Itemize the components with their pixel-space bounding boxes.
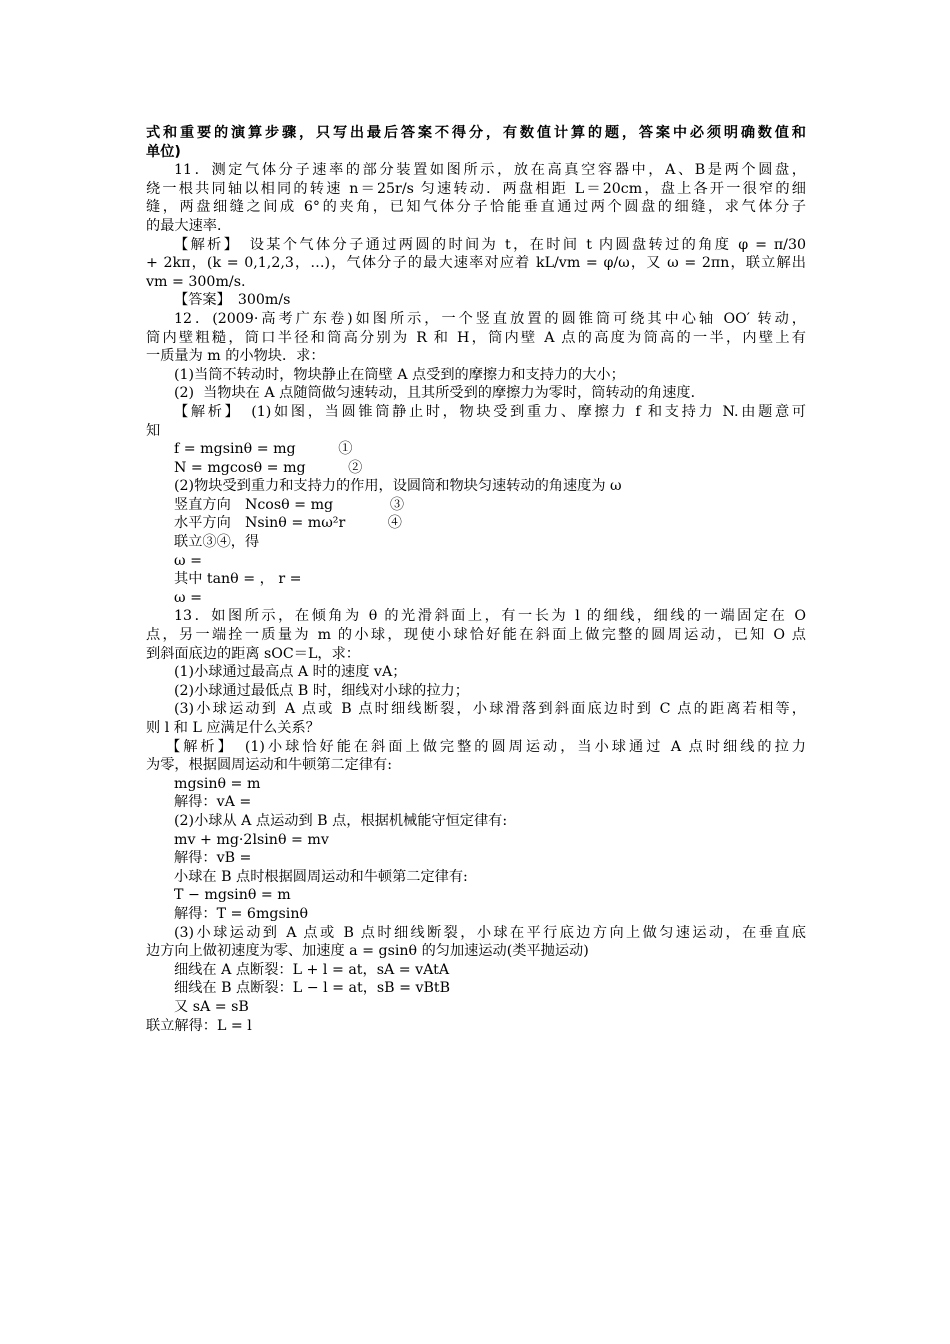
text-line: T − mgsinθ = m	[174, 887, 291, 904]
text-line: 【解析】 设某个气体分子通过两圆的时间为 t，在时间 t 内圆盘转过的角度 φ = π/30	[174, 236, 806, 253]
text-line: (3)小球运动到 A 点或 B 点时细线断裂，小球滑落到斜面底边时到 C 点的距离若相等，	[174, 701, 806, 718]
text-line: (1)当筒不转动时，物块静止在筒壁 A 点受到的摩擦力和支持力的大小；	[174, 366, 625, 383]
text-line: 筒内壁粗糙，筒口半径和筒高分别为 R 和 H，筒内壁 A 点的高度为筒高的一半，内壁上有	[146, 329, 806, 346]
text-line: 水平方向 Nsinθ = mω²r ④	[174, 515, 402, 532]
text-line: 其中 tanθ = ， r =	[174, 571, 302, 588]
text-line: 式和重要的演算步骤，只写出最后答案不得分，有数值计算的题，答案中必须明确数值和	[146, 125, 806, 141]
text-line: 为零，根据圆周运动和牛顿第二定律有:	[146, 757, 392, 774]
text-line: N = mgcosθ = mg ②	[174, 459, 363, 476]
text-line: 到斜面底边的距离 sOC＝L，求：	[146, 645, 360, 662]
document-page	[146, 124, 806, 1035]
text-line: 细线在 B 点断裂：L − l = at，sB = vBtB	[174, 980, 451, 997]
text-line: 【解析】 (1)如图，当圆锥筒静止时，物块受到重力、摩擦力 f 和支持力 N.由题意可	[174, 403, 806, 420]
text-line: 点，另一端拴一质量为 m 的小球，现使小球恰好能在斜面上做完整的圆周运动，已知 O 点	[146, 627, 806, 644]
text-line: (2)物块受到重力和支持力的作用，设圆筒和物块匀速转动的角速度为 ω	[174, 478, 622, 495]
text-line: (3)小球运动到 A 点或 B 点时细线断裂，小球在平行底边方向上做匀速运动，在垂直底	[174, 924, 806, 941]
text-line: 13．如图所示，在倾角为 θ 的光滑斜面上，有一长为 l 的细线，细线的一端固定在 O	[174, 608, 806, 625]
text-line: ω =	[174, 552, 202, 569]
text-line: + 2kπ，(k = 0,1,2,3，…)，气体分子的最大速率对应着 kL/vm = φ/ω，又 ω = 2πn，联立解出	[146, 255, 806, 272]
text-line: 解得：vB =	[174, 850, 252, 867]
text-line: (2)小球通过最低点 B 时，细线对小球的拉力；	[174, 682, 469, 699]
text-line: 联立③④，得	[174, 534, 260, 551]
text-line: 小球在 B 点时根据圆周运动和牛顿第二定律有:	[174, 868, 468, 885]
text-line: 知	[146, 422, 161, 439]
text-line: (1)小球通过最高点 A 时的速度 vA；	[174, 664, 407, 681]
text-line: mgsinθ = m	[174, 775, 261, 792]
text-line: 11．测定气体分子速率的部分装置如图所示，放在高真空容器中，A、B是两个圆盘，	[174, 162, 806, 179]
text-line: ω =	[174, 589, 202, 606]
text-line: 的最大速率．	[146, 217, 232, 234]
text-line: vm = 300m/s.	[146, 273, 246, 290]
text-line: mv + mg·2lsinθ = mv	[174, 831, 329, 848]
text-line: 【解析】 (1)小球恰好能在斜面上做完整的圆周运动，当小球通过 A 点时细线的拉力	[166, 738, 806, 755]
text-line: (2) 当物块在 A 点随筒做匀速转动，且其所受到的摩擦力为零时，筒转动的角速度．	[174, 385, 705, 402]
text-line: 又 sA = sB	[174, 998, 249, 1015]
text-line: (2)小球从 A 点运动到 B 点，根据机械能守恒定律有:	[174, 812, 508, 829]
text-line: 绕一根共同轴以相同的转速 n＝25r/s 匀速转动．两盘相距 L＝20cm，盘上各开一很窄的细	[146, 180, 806, 197]
text-line: 则 l 和 L 应满足什么关系？	[146, 720, 320, 736]
text-line: 竖直方向 Ncosθ = mg ③	[174, 496, 405, 513]
text-line: 解得：T = 6mgsinθ	[174, 905, 308, 922]
text-line: 边方向上做初速度为零、加速度 a = gsinθ 的匀加速运动(类平抛运动)	[146, 943, 589, 960]
text-line: f = mgsinθ = mg ①	[174, 441, 353, 458]
text-line: 联立解得：L = l	[146, 1017, 252, 1034]
text-line: 12．(2009·高考广东卷)如图所示，一个竖直放置的圆锥筒可绕其中心轴 OO′ 转动，	[174, 310, 806, 327]
text-line: 【答案】 300m/s	[174, 292, 291, 309]
text-line: 细线在 A 点断裂：L + l = at，sA = vAtA	[174, 961, 450, 978]
text-line: 缝，两盘细缝之间成 6°的夹角，已知气体分子恰能垂直通过两个圆盘的细缝，求气体分子	[146, 199, 806, 216]
text-line: 单位)	[146, 143, 181, 160]
text-line: 解得：vA =	[174, 794, 252, 811]
text-line: 一质量为 m 的小物块．求：	[146, 348, 325, 365]
